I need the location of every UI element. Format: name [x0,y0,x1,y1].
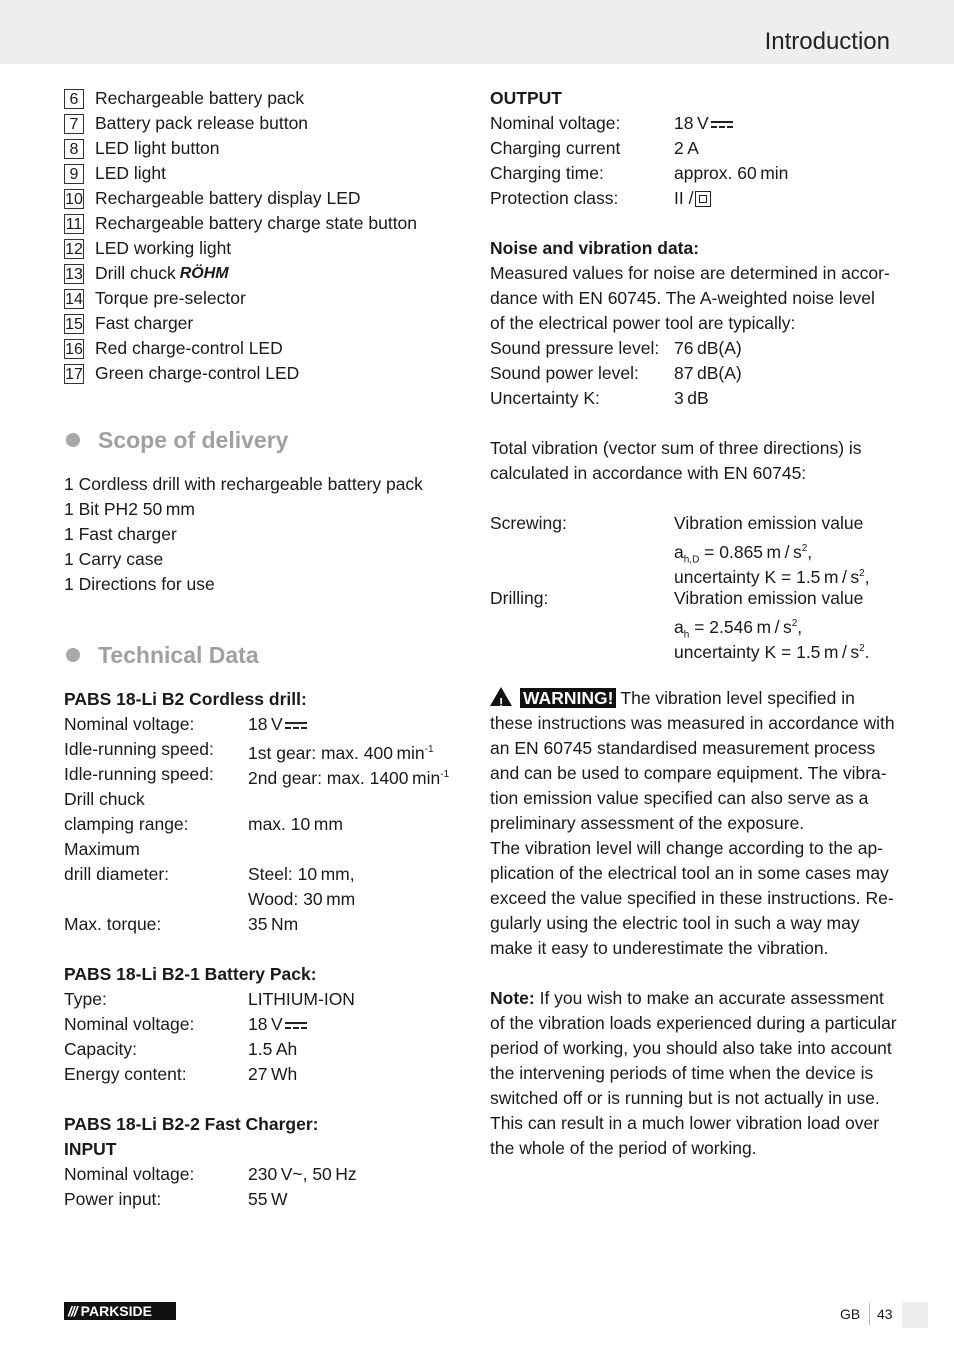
part-number: 16 [65,340,83,358]
text-line: period of working, you should also take into account [490,1038,892,1058]
right-column [490,86,895,1161]
noise-section [490,236,895,661]
spec-label: Power input: [64,1189,162,1209]
part-number: 13 [65,265,83,283]
text-line: Measured values for noise are determined in accor- [490,263,890,283]
spec-label: Idle-running speed: [64,739,214,759]
text-line: calculated in accordance with EN 60745: [490,463,807,483]
text-line: gularly using the electric tool in such a way may [490,913,860,933]
text-line: plication of the electrical tool an in some cases may [490,863,889,883]
text-line: of the electrical power tool are typically: [490,313,796,333]
footer-tab [902,1302,928,1328]
spec-label: Nominal voltage: [490,113,621,133]
list-item: 1 Cordless drill with rechargeable battery pack [64,474,423,494]
noise-heading: Noise and vibration data: [490,238,700,258]
text-line: an EN 60745 standardised measurement process [490,738,876,758]
spec-label: Drilling: [490,588,549,608]
text-line: of the vibration loads experienced during a particular [490,1013,897,1033]
spec-value: uncertainty K = 1.5 m / $s^2$. [674,641,870,662]
scope-list [64,472,464,597]
left-column [64,86,464,1212]
parkside-logo: /// PARKSIDE [64,1302,176,1320]
parts-list [64,86,464,386]
note-section [490,986,895,1161]
text-line: Total vibration (vector sum of three directions) is [490,438,862,458]
spec-label: Charging time: [490,163,604,183]
part-label: LED light [95,163,167,183]
scope-heading [64,420,464,460]
scope-title: Scope of delivery [98,426,289,453]
part-number: 15 [65,315,83,333]
dc-symbol-icon [711,119,733,129]
spec-value: 230 V~, 50 Hz [248,1164,357,1184]
part-label: LED working light [95,238,232,258]
spec-value: $a_h = 2.546$ m / $s^2$, [674,616,803,641]
part-label: Red charge-control LED [95,338,283,358]
part-label: Green charge-control LED [95,363,300,383]
spec-label: clamping range: [64,814,189,834]
spec-value: 35 Nm [248,914,299,934]
list-item [64,336,464,361]
list-item: 1 Carry case [64,549,164,569]
list-item [64,236,464,261]
spec-label: Maximum [64,839,140,859]
spec-value: 2nd gear: max. 1400 $\min^{-1}$ [248,767,450,788]
list-item [64,136,464,161]
spec-value: approx. 60 min [674,163,789,183]
spec-label: drill diameter: [64,864,170,884]
charger-specs [64,1112,464,1212]
text-line: The vibration level will change according to the ap- [490,838,883,858]
text-line: make it easy to underestimate the vibration. [490,938,829,958]
part-label: Rechargeable battery charge state button [95,213,418,233]
spec-value: uncertainty K = 1.5 m / $s^2$, [674,566,870,587]
part-number: 17 [65,365,83,383]
rohm-logo: RÖHM [179,265,229,282]
part-label: Torque pre-selector [95,288,246,308]
spec-label: Max. torque: [64,914,162,934]
warning-first-line: ! WARNING! The vibration level specified in [490,686,895,711]
spec-label: Nominal voltage: [64,1164,195,1184]
dc-symbol-icon [285,720,307,730]
spec-value: 27 Wh [248,1064,298,1084]
part-number: 12 [65,240,83,258]
text-line: the whole of the period of working. [490,1138,757,1158]
spec-label: Sound pressure level: [490,338,660,358]
page-title: Introduction [764,28,890,55]
drill-heading: PABS 18-Li B2 Cordless drill: [64,689,307,709]
text-line: tion emission value specified can also serve as a [490,788,869,808]
list-item [64,86,464,111]
technical-title: Technical Data [98,641,259,668]
part-number: 14 [65,290,83,308]
spec-label: Uncertainty K: [490,388,600,408]
spec-label: Drill chuck [64,789,145,809]
spec-value: 2 A [674,138,699,158]
spec-value: 55 W [248,1189,288,1209]
spec-value: 76 dB(A) [674,338,742,358]
list-item [64,286,464,311]
spec-value: $a_{h,D} = 0.865$ m / $s^2$, [674,541,813,566]
list-item [64,311,464,336]
part-number: 7 [64,114,84,134]
bullet-icon [66,433,80,447]
spec-value: Steel: 10 mm, [248,864,355,884]
spec-value: Vibration emission value [674,513,864,533]
spec-value: Wood: 30 mm [248,889,356,909]
text-line: switched off or is running but is not actually in use. [490,1088,880,1108]
warning-section [490,686,895,961]
part-number: 10 [65,190,83,208]
part-number: 9 [64,164,84,184]
language-code: GB [840,1306,861,1322]
spec-label: Capacity: [64,1039,137,1059]
list-item [64,161,464,186]
output-specs [490,86,895,211]
list-item: 1 Bit PH2 50 mm [64,499,195,519]
spec-value: 87 dB(A) [674,363,742,383]
spec-value: II / [674,186,711,211]
part-label: Battery pack release button [95,113,309,133]
spec-label: Charging current [490,138,621,158]
input-heading: INPUT [64,1139,117,1159]
spec-value: 18 V [248,712,307,737]
text-line: these instructions was measured in accordance with [490,713,895,733]
protection-class-icon [695,191,711,207]
spec-value: 3 dB [674,388,709,408]
spec-label: Type: [64,989,107,1009]
part-label: LED light button [95,138,220,158]
list-item: 1 Fast charger [64,524,177,544]
bullet-icon [66,648,80,662]
list-item [64,261,464,286]
page-header [0,0,954,64]
spec-value: 18 V [248,1012,307,1037]
text-line: preliminary assessment of the exposure. [490,813,805,833]
battery-specs [64,962,464,1087]
charger-heading: PABS 18-Li B2-2 Fast Charger: [64,1114,319,1134]
spec-label: Protection class: [490,188,619,208]
spec-label: Nominal voltage: [64,714,195,734]
spec-value: 1st gear: max. 400 $\min^{-1}$ [248,742,434,763]
spec-label: Sound power level: [490,363,639,383]
list-item: 1 Directions for use [64,574,215,594]
text-line: dance with EN 60745. The A-weighted noise level [490,288,875,308]
spec-value: LITHIUM-ION [248,989,355,1009]
part-number: 6 [64,89,84,109]
text-line: the intervening periods of time when the device is [490,1063,874,1083]
technical-heading [64,635,464,675]
battery-heading: PABS 18-Li B2-1 Battery Pack: [64,964,317,984]
note-label: Note: [490,988,535,1008]
warning-label: WARNING! [520,688,616,708]
spec-label: Nominal voltage: [64,1014,195,1034]
part-label: Rechargeable battery display LED [95,188,361,208]
list-item [64,186,464,211]
page-number: 43 [877,1306,893,1322]
drill-specs [64,687,464,937]
part-label: Rechargeable battery pack [95,88,305,108]
part-label: Drill chuck [95,263,176,283]
spec-value: Vibration emission value [674,588,864,608]
spec-value: 1.5 Ah [248,1039,298,1059]
list-item [64,111,464,136]
part-number: 11 [65,215,83,233]
spec-label: Energy content: [64,1064,187,1084]
output-heading: OUTPUT [490,88,562,108]
text-line: This can result in a much lower vibration load over [490,1113,880,1133]
text-line: and can be used to compare equipment. The vibra- [490,763,887,783]
part-label: Fast charger [95,313,194,333]
spec-value: 18 V [674,111,733,136]
part-number: 8 [64,139,84,159]
list-item [64,361,464,386]
text-line: exceed the value specified in these instructions. Re- [490,888,894,908]
spec-value: max. 10 mm [248,814,343,834]
dc-symbol-icon [285,1020,307,1030]
spec-label: Idle-running speed: [64,764,214,784]
footer-divider [869,1303,870,1325]
warning-triangle-icon: ! [490,687,512,706]
spec-label: Screwing: [490,513,567,533]
list-item [64,211,464,236]
note-first-line: Note: If you wish to make an accurate assessment [490,988,884,1008]
